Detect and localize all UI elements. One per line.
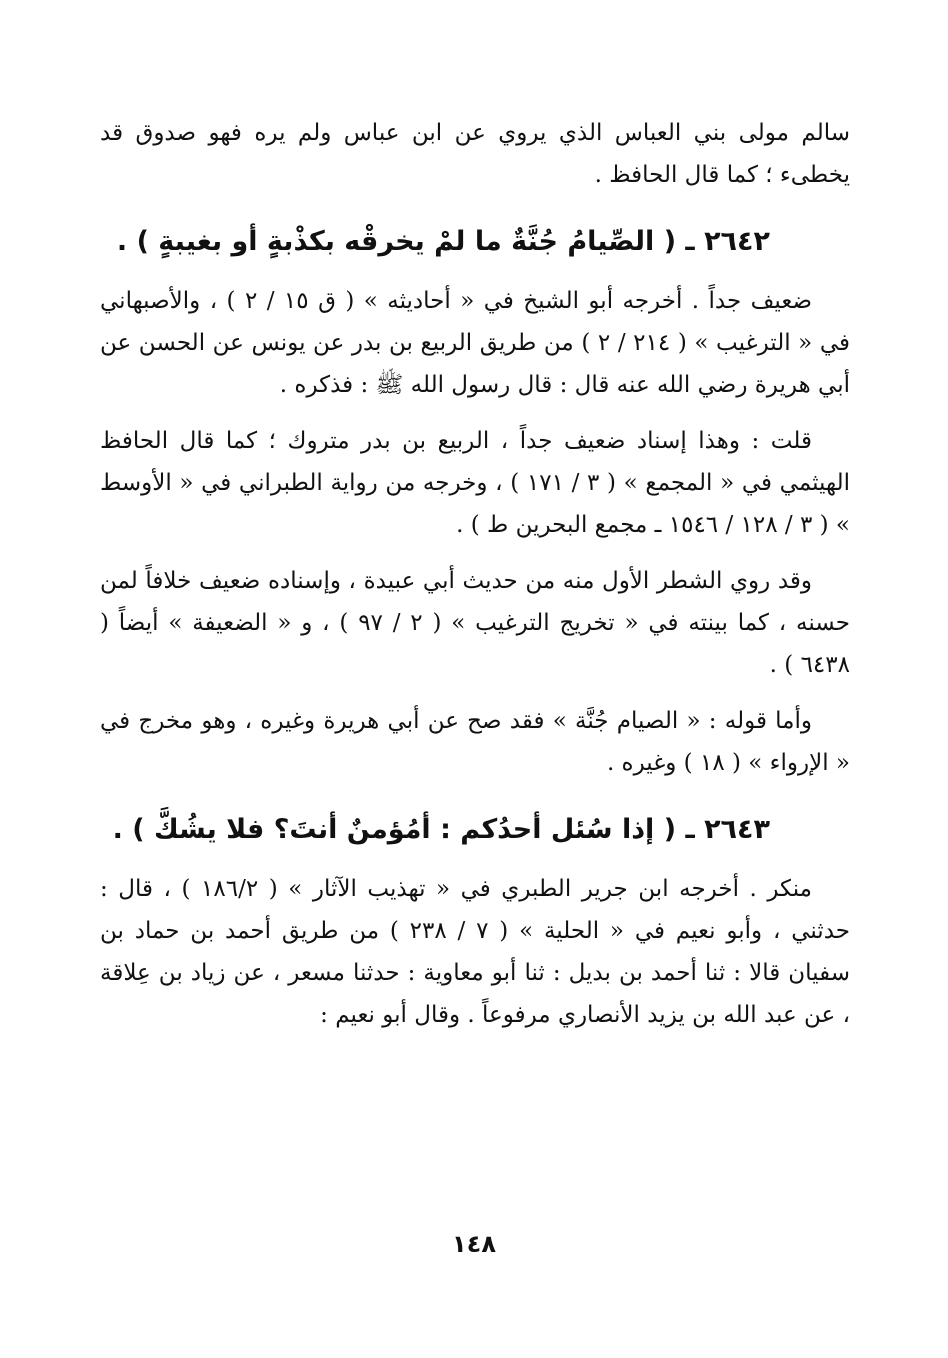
paragraph-takhrij-2642: ضعيف جداً . أخرجه أبو الشيخ في « أحاديثه » ( ق ١٥ / ٢ ) ، والأصبهاني في « الترغيب » ( ٢١٤ / ٢ ) من طريق الربيع بن بدر عن يونس عن الحسن عن أبي هريرة رضي الله عنه قال : قال رسول الله ﷺ : فذكره . <box>100 288 850 398</box>
paragraph-continuation: سالم مولى بني العباس الذي يروي عن ابن عباس ولم يره فهو صدوق قد يخطىء ؛ كما قال الحافظ . <box>100 120 850 188</box>
paragraph-sahih-note: وأما قوله : « الصيام جُنَّة » فقد صح عن أبي هريرة وغيره ، وهو مخرج في « الإرواء » ( ١٨ ) وغيره . <box>100 708 850 776</box>
paragraph-first-part-note: وقد روي الشطر الأول منه من حديث أبي عبيدة ، وإسناده ضعيف خلافاً لمن حسنه ، كما بينته في « تخريج الترغيب » ( ٢ / ٩٧ ) ، و « الضعيفة » أيضاً ( ٦٤٣٨ ) . <box>100 568 851 678</box>
document-page <box>100 112 850 1036</box>
paragraph-commentary-2642: قلت : وهذا إسناد ضعيف جداً ، الربيع بن بدر متروك ؛ كما قال الحافظ الهيثمي في « المجمع » ( ٣ / ١٧١ ) ، وخرجه من رواية الطبراني في « الأوسط » ( ٣ / ١٢٨ / ١٥٤٦ ـ مجمع البحرين ط ) . <box>100 428 850 538</box>
hadith-heading-2642: ٢٦٤٢ ـ ( الصِّيامُ جُنَّةٌ ما لمْ يخرقْه بكذْبةٍ أو بغيبةٍ ) . <box>116 226 770 257</box>
page-number: ١٤٨ <box>452 1230 496 1258</box>
hadith-heading-2643: ٢٦٤٣ ـ ( إذا سُئل أحدُكم : أمُؤمنٌ أنتَ؟ فلا يشُكَّ ) . <box>112 814 770 845</box>
paragraph-takhrij-2643: منكر . أخرجه ابن جرير الطبري في « تهذيب الآثار » ( ١٨٦/٢ ) ، قال : حدثني ، وأبو نعيم في « الحلية » ( ٧ / ٢٣٨ ) من طريق أحمد بن حماد بن سفيان قالا : ثنا أحمد بن بديل : ثنا أبو معاوية : حدثنا مسعر ، عن زياد بن عِلاقة ، عن عبد الله بن يزيد الأنصاري مرفوعاً . وقال أبو نعيم : <box>100 876 851 1028</box>
